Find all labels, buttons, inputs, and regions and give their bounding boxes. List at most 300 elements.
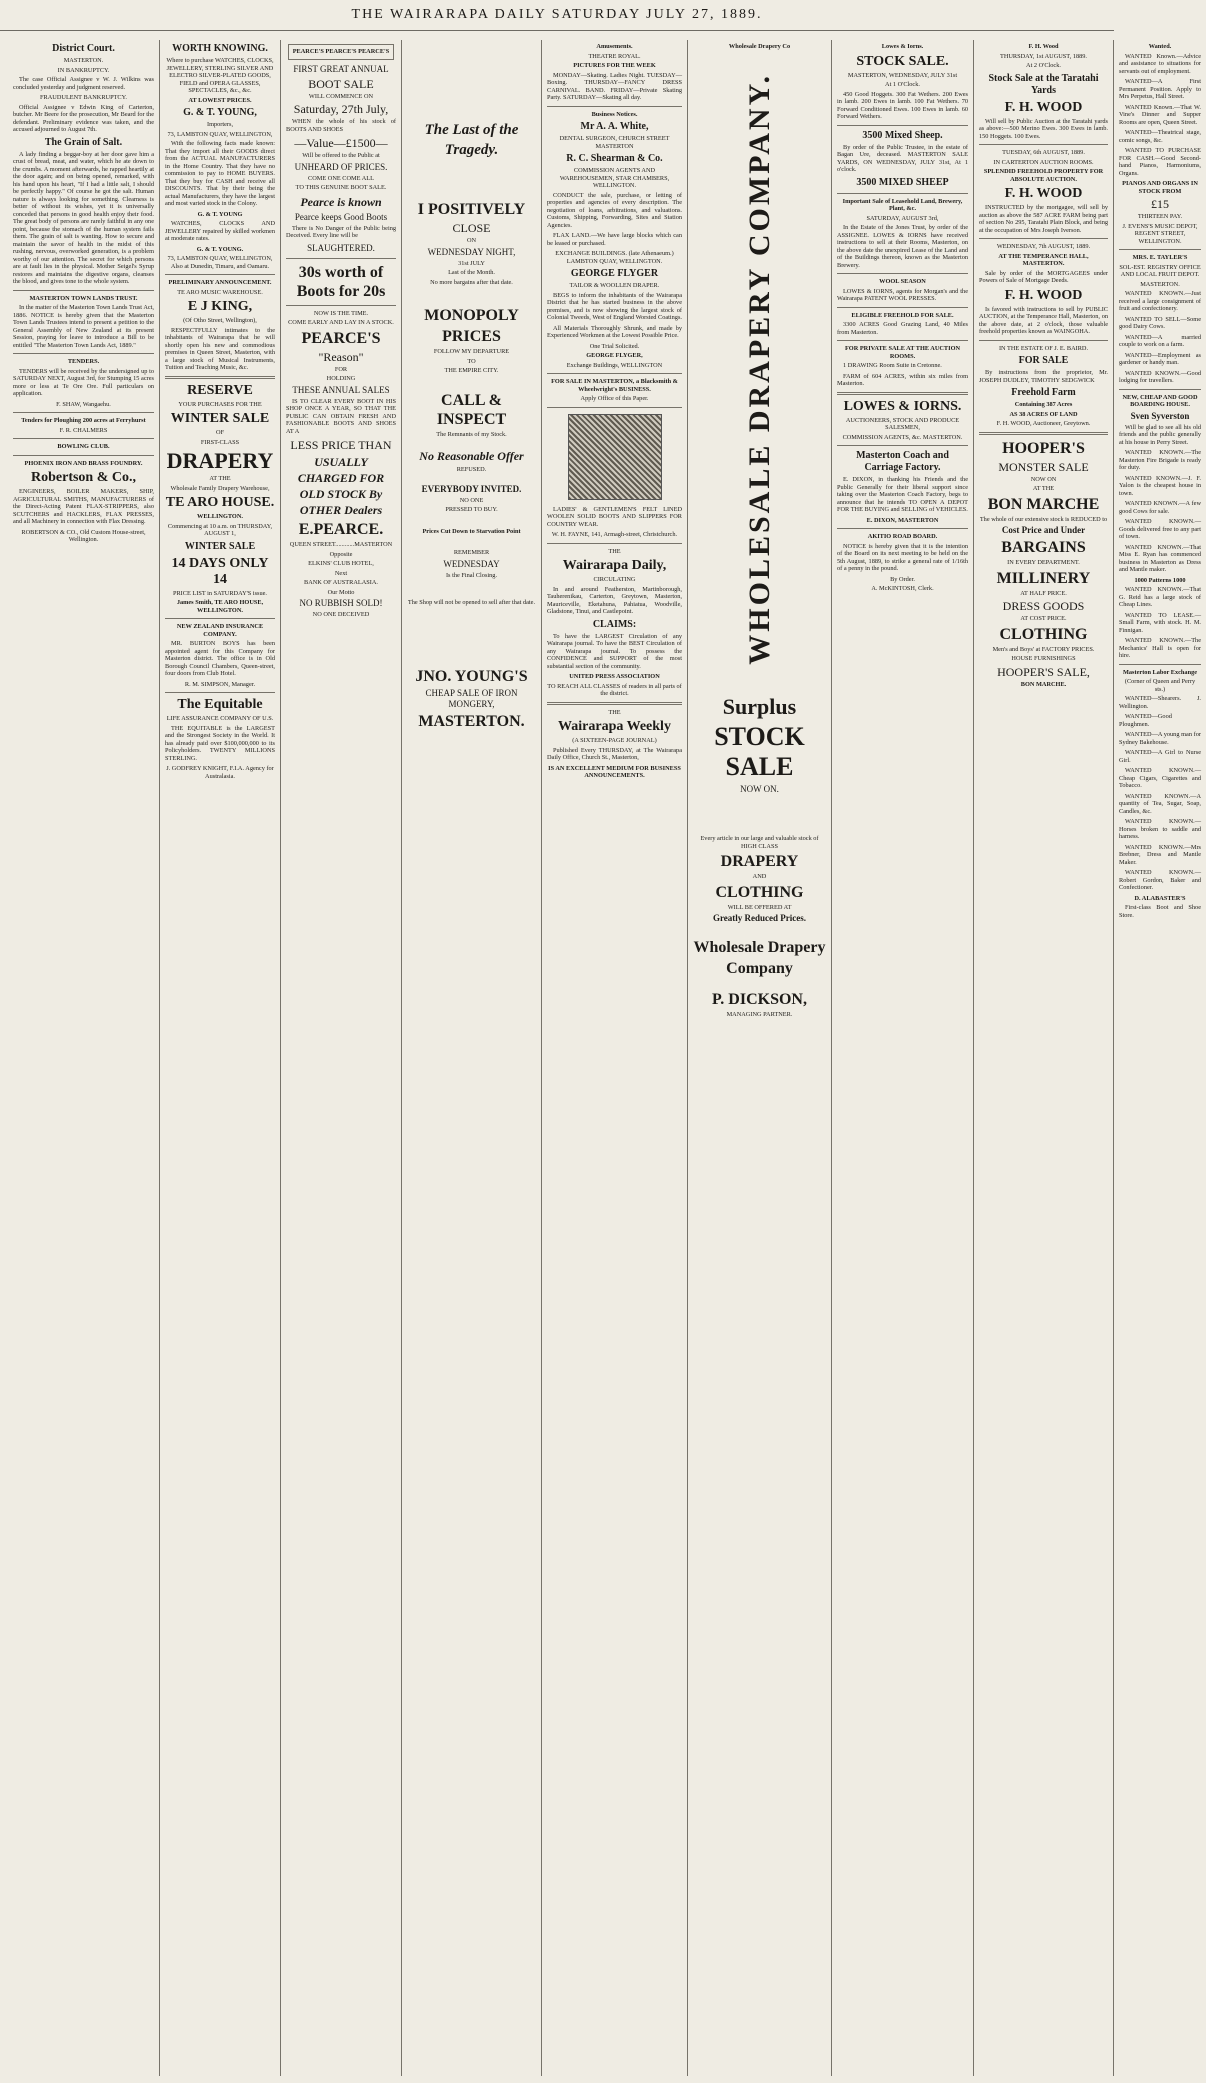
- labor-5: WANTED KNOWN.—Cheap Cigars, Cigarettes and Tobacco.: [1119, 767, 1201, 789]
- slaughtered: SLAUGHTERED.: [307, 242, 375, 253]
- clothing: CLOTHING: [999, 625, 1088, 643]
- column-6: [688, 40, 832, 2076]
- no-one-deceived: NO ONE DECEIVED: [312, 611, 370, 618]
- divider: [837, 528, 968, 529]
- tenders-2: Tenders for Ploughing 200 acres at Ferryhurst: [21, 417, 146, 424]
- wanted-7: WANTED TO SELL—Some good Dairy Cows.: [1119, 315, 1201, 330]
- prelim-heading: PRELIMINARY ANNOUNCEMENT.: [168, 279, 272, 286]
- empire-city: THE EMPIRE CITY.: [444, 367, 499, 374]
- equitable-sub: LIFE ASSURANCE COMPANY OF U.S.: [166, 715, 274, 722]
- hooper: HOOPER'S: [1002, 439, 1085, 457]
- now-on: NOW ON: [1030, 475, 1057, 483]
- carterton-rooms: IN CARTERTON AUCTION ROOMS.: [993, 158, 1094, 166]
- follow: FOLLOW MY DEPARTURE: [433, 348, 510, 355]
- wanted-10: WANTED KNOWN.—Good lodging for travellers.: [1119, 369, 1201, 384]
- farm: FARM of 604 ACRES, within six miles from Masterton.: [837, 372, 968, 387]
- wellington: WELLINGTON.: [197, 513, 243, 520]
- equitable-sign: J. GODFREY KNIGHT, F.I.A. Agency for Australasia.: [166, 765, 274, 780]
- labor-2: WANTED—Good Ploughmen.: [1119, 713, 1172, 728]
- stock-list: 450 Good Hoggets. 300 Fat Wethers. 200 Ewes in lamb. 200 Ewes in lamb. 100 Fat Wethers. 70 Forward Conditioned Ewes. 100 Ewes in lamb. 60 Forward Wethers.: [837, 90, 968, 120]
- dress-goods: DRESS GOODS: [1002, 599, 1085, 613]
- daily: Wairarapa Daily,: [562, 558, 667, 573]
- monopoly: MONOPOLY: [424, 307, 519, 324]
- labor-7: WANTED KNOWN.—Horses broken to saddle and harness.: [1119, 818, 1201, 840]
- bon-marche: BON MARCHE: [987, 495, 1100, 513]
- insurance-heading: NEW ZEALAND INSURANCE COMPANY.: [176, 623, 264, 638]
- labor-9: WANTED KNOWN.—Robert Gordon, Baker and Confectioner.: [1119, 869, 1201, 891]
- wood-firm-2: F. H. WOOD: [1004, 186, 1083, 201]
- wanted-5: WANTED TO PURCHASE FOR CASH.—Good Second-hand Pianos, Harmoniums, Organs.: [1119, 147, 1201, 177]
- for-sale-text: By instructions from the proprietor, Mr. JOSEPH DUDLEY, TIMOTHY SEDGWICK: [979, 369, 1108, 384]
- clothing: CLOTHING: [715, 883, 804, 901]
- dining: 1 DRAWING Room Suite in Cretonne.: [843, 362, 942, 369]
- by-order: By Order.: [890, 575, 915, 583]
- dixon: E. DIXON, MASTERTON: [866, 516, 939, 524]
- sale-date: Saturday, 27th July,: [293, 102, 389, 116]
- wood-date-3: WEDNESDAY, 7th AUGUST, 1889.: [996, 243, 1091, 250]
- shop-closed: The Shop will not be opened to sell after that date.: [407, 599, 536, 606]
- dickson: P. DICKSON,: [712, 991, 807, 1009]
- lowes-firm: LOWES & IORNS.: [843, 398, 962, 414]
- article-heading: The Grain of Salt.: [44, 136, 123, 148]
- lowes-heading: Lowes & Iorns.: [881, 43, 924, 50]
- every-article: Every article in our large and valuable stock of HIGH CLASS: [700, 835, 819, 850]
- solicited: One Trial Solicited.: [589, 342, 640, 350]
- sven-text: Will be glad to see all his old friends and the public generally at his house in Perry Street.: [1119, 423, 1201, 446]
- divider: [837, 445, 968, 446]
- divider: [837, 392, 968, 395]
- divider: [1119, 249, 1201, 250]
- boot-sale: BOOT SALE: [308, 76, 374, 91]
- wdc-vertical: WHOLESALE DRAPERY COMPANY.: [742, 72, 776, 665]
- divider: [837, 193, 968, 194]
- young-watches: WATCHES, CLOCKS AND JEWELLERY repaired by skilled workmen at moderate rates.: [165, 220, 275, 242]
- less-price: LESS PRICE THAN: [290, 438, 392, 452]
- shearman-sub: COMMISSION AGENTS AND WAREHOUSEMEN, STAR CHAMBERS, WELLINGTON.: [559, 167, 670, 189]
- column-9: [1114, 40, 1206, 2076]
- alabaster: D. ALABASTER'S: [1134, 894, 1186, 902]
- drapery: DRAPERY: [720, 853, 799, 871]
- thirty-shillings: 30s worth of Boots for 20s: [296, 263, 386, 300]
- acres: 3300 ACRES Good Grazing Land, 40 Miles from Masterton.: [837, 321, 968, 336]
- final-closing: Is the Final Closing.: [445, 571, 498, 579]
- divider: [13, 353, 154, 354]
- labor-6: WANTED KNOWN.—A quantity of Tea, Sugar, Soap, Candles, &c.: [1119, 792, 1201, 815]
- come-all: COME ONE COME ALL: [308, 174, 374, 182]
- pearces: PEARCE'S: [301, 329, 381, 347]
- reason: "Reason": [318, 349, 364, 364]
- divider: [547, 407, 682, 408]
- at-cost: AT COST PRICE.: [1020, 615, 1067, 622]
- court-heading: District Court.: [52, 43, 115, 54]
- flax-land: FLAX LAND.—We have large blocks which can be leased or purchased.: [547, 232, 682, 247]
- no-rubbish: NO RUBBISH SOLD!: [299, 598, 383, 608]
- at-the: AT THE: [1032, 485, 1055, 492]
- column-7: [832, 40, 974, 2076]
- wanted-3: WANTED Known.—That W. Vine's Dinner and Supper Rooms are open, Queen Street.: [1119, 103, 1201, 126]
- opposite: Opposite: [329, 550, 353, 558]
- trust-text: In the matter of the Masterton Town Lands Trust Act, 1886. NOTICE is hereby given that the Masterton Town Lands Trustees intend to present a petition to the General Assembly of New Zealand at its present Session, praying for leave to introduce a Bill to be entitled "The Masterton Town Lands Act, 1889.": [13, 304, 154, 349]
- court-text-2: Official Assignee v Edwin King of Carterton, butcher. Mr Beere for the prosecution, Mr Beard for the defendant. Preliminary evidence was taken, and the accused adjourned to August 7th.: [13, 103, 154, 133]
- company: Company: [726, 960, 793, 978]
- divider: [1119, 664, 1201, 665]
- last-tragedy: The Last of the Tragedy.: [424, 122, 519, 158]
- court-text: The case Official Assignee v W. J. Wilkins was concluded yesterday and judgment reserved.: [13, 76, 154, 91]
- positively: I POSITIVELY: [417, 201, 526, 218]
- remnants: The Remnants of my Stock.: [436, 430, 507, 438]
- price: £15: [1151, 197, 1169, 211]
- young-body: With the following facts made known: That they import all their GOODS direct from the ACTUAL MANUFACTURERS in the Home Country. That they have no commission to pay to HOME BUYERS. That they buy for CASH and receive all DISCOUNTS. That by their being the actual Manufacturers, they have the largest and most varied stock in the Colony.: [165, 140, 275, 207]
- pearce-box: PEARCE'S PEARCE'S PEARCE'S: [288, 44, 394, 60]
- pressed: PRESSED TO BUY.: [445, 506, 498, 513]
- divider: [165, 692, 275, 693]
- divider: [13, 412, 154, 413]
- theatre: THEATRE ROYAL.: [588, 52, 641, 60]
- drapery: DRAPERY: [166, 448, 274, 473]
- medium: IS AN EXCELLENT MEDIUM FOR BUSINESS ANNOUNCEMENTS.: [548, 764, 681, 779]
- no-danger: There is No Danger of the Public being Deceived. Every line will be: [286, 224, 396, 239]
- wanted-8: WANTED—A married couple to work on a farm.: [1119, 333, 1201, 348]
- column-8: [974, 40, 1114, 2076]
- come-early: COME EARLY AND LAY IN A STOCK.: [288, 319, 394, 326]
- bowling-heading: BOWLING CLUB.: [57, 443, 110, 450]
- commencing: Commencing at 10 a.m. on THURSDAY, AUGUST 1,: [167, 522, 273, 537]
- alabaster-text: First-class Boot and Shoe Store.: [1119, 904, 1201, 919]
- the: THE: [608, 547, 621, 555]
- private-sale: FOR PRIVATE SALE AT THE AUCTION ROOMS.: [844, 345, 961, 360]
- te-aro-house: TE ARO HOUSE.: [165, 495, 275, 510]
- divider: [547, 373, 682, 374]
- when-text: WHEN the whole of his stock of BOOTS AND SHOES: [286, 118, 396, 133]
- wool-text: LOWES & IORNS, agents for Morgan's and the Wairarapa PATENT WOOL PRESSES.: [837, 287, 968, 302]
- genuine: TO THIS GENUINE BOOT SALE.: [295, 184, 387, 191]
- king-text: RESPECTFULLY intimates to the inhabitants of Wairarapa that he will shortly open his new and commodious premises in Queen Street, Masterton, with a large stock of Musical Instruments, Tuition and Teaching Music, &c.: [165, 326, 275, 371]
- masterton: MASTERTON.: [418, 712, 525, 730]
- lease-text: In the Estate of the Jones Trust, by order of the ASSIGNEE. LOWES & IORNS have received instructions to sell at their Rooms, Masterton, on the above date the unexpired Lease of the Land and of the Buildings thereon, known as the Masterton Brewery.: [837, 224, 968, 269]
- flyger-text: BEGS to inform the inhabitants of the Wairarapa District that he has started business in the above premises, and is now showing the largest stock of Colonial Tweeds, West of England Worsted Coatings.: [547, 291, 682, 321]
- purchases: YOUR PURCHASES FOR THE: [178, 400, 262, 408]
- wanted-14: WANTED KNOWN.—Goods delivered free to any part of town.: [1119, 518, 1201, 540]
- will-be: WILL BE OFFERED AT: [727, 903, 792, 911]
- court-sub: IN BANKRUPTCY.: [57, 66, 110, 74]
- stock-time: At 1 O'Clock.: [885, 81, 920, 88]
- exchange-buildings: EXCHANGE BUILDINGS. (late Athenaeum.) LAMBTON QUAY, WELLINGTON.: [555, 250, 674, 265]
- refused: REFUSED.: [456, 466, 487, 473]
- wanted-15: WANTED KNOWN.—That Miss E. Ryan has commenced business in Masterton as Dress and Mantle maker.: [1119, 543, 1201, 573]
- wednesday: WEDNESDAY: [443, 558, 500, 569]
- pearce-name: E.PEARCE.: [298, 521, 384, 538]
- lease-heading: Important Sale of Leasehold Land, Brewery, Plant, &c.: [842, 197, 963, 212]
- commence: WILL COMMENCE ON: [308, 92, 374, 100]
- tayler-sub: SOL-EST. REGISTRY OFFICE AND LOCAL FRUIT DEPOT.: [1119, 263, 1201, 278]
- lowes-firm-sub-2: COMMISSION AGENTS, &c. MASTERTON.: [842, 433, 963, 441]
- coach-text: E. DIXON, in thanking his Friends and the Public Generally for their liberal support since taking over the Masterton Coach Factory, begs to announce that he intends TO OPEN A DEPOT FOR THE BUYING and SELLING of VEHICLES.: [837, 476, 968, 513]
- to: TO: [467, 357, 476, 365]
- wanted-12: WANTED KNOWN.—J. F. Yalon is the cheapest house in town.: [1119, 474, 1201, 497]
- blacksmith-sale: FOR SALE IN MASTERTON, a Blacksmith & Wheelwright's BUSINESS.: [551, 378, 678, 393]
- labor-exchange-sub: (Corner of Queen and Perry sts.): [1124, 678, 1196, 693]
- for-sale: FOR SALE: [1018, 355, 1069, 366]
- divider: [286, 305, 396, 306]
- worth-heading: WORTH KNOWING.: [172, 43, 268, 54]
- wood-firm-3: F. H. WOOD: [1004, 287, 1083, 303]
- shearman: R. C. Shearman & Co.: [566, 153, 663, 164]
- insurance-sign: R. M. SIMPSON, Manager.: [184, 680, 256, 688]
- column-3: [281, 40, 402, 2076]
- wood-heading: F. H. Wood: [1028, 43, 1059, 50]
- on: ON: [466, 237, 477, 244]
- road-heading: AKITIO ROAD BOARD.: [867, 533, 938, 540]
- divider: [165, 376, 275, 379]
- wanted-16: WANTED KNOWN.—That G. Reid has a large stock of Cheap Lines.: [1119, 586, 1201, 608]
- pictures: PICTURES FOR THE WEEK: [573, 62, 656, 69]
- labor-1: WANTED—Shearers. J. Wellington.: [1119, 695, 1201, 710]
- now-time: NOW IS THE TIME.: [313, 309, 369, 317]
- patterns: 1000 Patterns 1000: [1134, 576, 1186, 584]
- merino: 3500 Mixed Sheep.: [862, 129, 943, 141]
- foundry-heading: PHOENIX IRON AND BRASS FOUNDRY.: [24, 459, 143, 467]
- wdc-header: Wholesale Drapery Co: [728, 43, 791, 50]
- annual: FIRST GREAT ANNUAL: [293, 63, 389, 74]
- columns: [8, 40, 1201, 2076]
- insurance-text: MR. BURTON BOYS has been appointed agent for this Company for Masterton district. The office is in Old Borough Council Chambers, Queen-street, four doors from Club Hotel.: [165, 640, 275, 677]
- divider: [547, 543, 682, 544]
- music-warehouse: TE ARO MUSIC WAREHOUSE.: [177, 288, 263, 296]
- warehouse: Wholesale Family Drapery Warehouse,: [170, 484, 270, 492]
- fourteen-days: 14 DAYS ONLY 14: [171, 555, 269, 587]
- last-month: Last of the Month.: [448, 269, 495, 276]
- wanted-heading: Wanted.: [1148, 43, 1172, 50]
- value: —Value—£1500—: [294, 136, 388, 150]
- labor-3: WANTED—A young man for Sydney Bakehouse.: [1119, 731, 1201, 746]
- remember: REMEMBER: [453, 549, 490, 556]
- stock-sale: STOCK SALE.: [856, 53, 949, 69]
- bank: BANK OF AUSTRALASIA.: [304, 579, 378, 586]
- pianos: PIANOS AND ORGANS IN STOCK FROM: [1122, 180, 1198, 195]
- wanted-13: WANTED KNOWN.—A few good Cows for sale.: [1119, 500, 1201, 515]
- young-firm-sub: Importers,: [206, 121, 234, 128]
- wood-sub: Stock Sale at the Taratahi Yards: [988, 72, 1099, 96]
- every-department: IN EVERY DEPARTMENT.: [1007, 559, 1080, 566]
- mixed-sheep: 3500 MIXED SHEEP: [856, 176, 949, 188]
- no-reasonable: No Reasonable Offer: [419, 449, 524, 463]
- everybody-invited: EVERYBODY INVITED.: [421, 483, 522, 494]
- united-press: UNITED PRESS ASSOCIATION: [569, 673, 660, 680]
- prices: PRICES: [442, 328, 501, 345]
- weekly-sub: (A SIXTEEN-PAGE JOURNAL): [572, 737, 657, 744]
- mens-boys: Men's and Boys' at FACTORY PRICES.: [992, 645, 1095, 653]
- masthead-title: THE WAIRARAPA DAILY SATURDAY JULY 27, 1889.: [0, 0, 1114, 31]
- wanted-18: WANTED KNOWN.—The Mechanics' Hall is open for hire.: [1119, 637, 1201, 659]
- labor-8: WANTED KNOWN.—Mrs Brebner, Dress and Mantle Maker.: [1119, 843, 1201, 866]
- wood-sign: F. H. WOOD, Auctioneer, Greytown.: [996, 420, 1091, 427]
- pearce-keeps: Pearce keeps Good Boots: [294, 211, 388, 222]
- divider: [547, 106, 682, 107]
- labor-exchange: Masterton Labor Exchange: [1122, 668, 1198, 676]
- for: FOR: [334, 365, 348, 373]
- thirty-eight-acres: AS 38 ACRES OF LAND: [1009, 410, 1078, 418]
- trust-heading: MASTERTON TOWN LANDS TRUST.: [29, 294, 138, 302]
- column-2: [160, 40, 281, 2076]
- elkins: ELKINS' CLUB HOTEL,: [308, 560, 374, 567]
- divider: [837, 273, 968, 274]
- divider: [979, 340, 1108, 341]
- containing: Containing 387 Acres: [1014, 401, 1073, 408]
- cheap-iron: CHEAP SALE OF IRON MONGERY,: [425, 687, 518, 709]
- half-price: AT HALF PRICE.: [1020, 589, 1067, 597]
- stock-sale: STOCK SALE: [714, 722, 805, 782]
- apply-office: Apply Office of this Paper.: [580, 395, 649, 402]
- music-depot: J. EVENS'S MUSIC DEPOT, REGENT STREET, WELLINGTON.: [1122, 222, 1198, 245]
- wood-firm: F. H. WOOD: [1004, 99, 1083, 115]
- tenders-text: TENDERS will be received by the undersigned up to SATURDAY NEXT, August 3rd, for Stumping 15 acres more or less at Te Ore Ore. Full particulars on application.: [13, 367, 154, 397]
- smith-address: James Smith, TE ARO HOUSE, WELLINGTON.: [176, 599, 264, 614]
- holding: HOLDING: [326, 375, 356, 382]
- and: AND: [752, 873, 767, 881]
- fayne: W. H. FAYNE, 141, Armagh-street, Christchurch.: [551, 531, 678, 538]
- price-sub: THIRTEEN PAY.: [1137, 213, 1183, 220]
- wanted-1: WANTED Known.—Advice and assistance to situations for servants out of employment.: [1119, 52, 1201, 75]
- clerk: A. McKINTOSH, Clerk.: [871, 585, 934, 592]
- now-on: NOW ON.: [740, 784, 779, 795]
- price-list: PRICE LIST in SATURDAY'S issue.: [172, 589, 268, 597]
- wood-time: At 2 O'Clock.: [1026, 62, 1061, 69]
- divider: [979, 238, 1108, 239]
- weekly-the: THE: [608, 708, 621, 716]
- annual-sales: THESE ANNUAL SALES: [292, 384, 390, 395]
- wanted-9: WANTED—Employment as gardener or handy man.: [1119, 351, 1201, 366]
- circulating: CIRCULATING: [593, 576, 636, 583]
- tenders-heading: TENDERS.: [67, 358, 100, 365]
- young-sign-2-address: 73, LAMBTON QUAY, WELLINGTON, Also at Dunedin, Timaru, and Oamaru.: [167, 255, 273, 270]
- merino-text: By order of the Public Trustee, in the estate of Bagan Ure, deceased. MASTERTON SALE YARDS, ON WEDNESDAY, JULY 31st, At 1 o'clock.: [837, 143, 968, 173]
- divider: [286, 258, 396, 259]
- wood-firm-text: Will sell by Public Auction at the Taratahi yards as above:—500 Merino Ewes. 300 Ewes in lamb. 150 Hoggets. 100 Ewes.: [979, 117, 1108, 140]
- ladies-boots: LADIES' & GENTLEMEN'S FELT LINED WOOLEN SOLID BOOTS AND SLIPPERS FOR COUNTRY WEAR.: [547, 505, 682, 528]
- divider: [165, 274, 275, 275]
- column-4: [402, 40, 542, 2076]
- divider: [837, 340, 968, 341]
- greatly-reduced: Greatly Reduced Prices.: [712, 913, 807, 924]
- wdc-name: Wholesale Drapery: [693, 939, 826, 957]
- dentist: Mr A. A. White,: [580, 121, 649, 132]
- pictures-text: MONDAY—Skating. Ladies Night. TUESDAY—Boxing. THURSDAY—FANCY DRESS CARNIVAL. BAND. FRIDAY—Private Skating Party. SATURDAY—Skating all day.: [547, 71, 682, 101]
- tenders-sign: F. SHAW, Wangaehu.: [56, 400, 111, 408]
- young-sale: JNO. YOUNG'S: [415, 667, 528, 685]
- weekly: Wairarapa Weekly: [558, 719, 671, 734]
- divider: [837, 125, 968, 126]
- flyger-2: GEORGE FLYGER,: [586, 352, 643, 359]
- freehold-heading: ELIGIBLE FREEHOLD FOR SALE.: [851, 311, 954, 319]
- young-sign-2: G. & T. YOUNG.: [196, 245, 244, 253]
- motto: Our Motto: [327, 588, 355, 596]
- tayler: MRS. E. TAYLER'S: [1132, 254, 1188, 261]
- divider: [13, 455, 154, 456]
- freehold-farm: Freehold Farm: [1011, 387, 1076, 398]
- divider: [1119, 389, 1201, 390]
- entire-stock: The whole of our extensive stock is REDUCED to: [979, 515, 1108, 523]
- equitable-text: THE EQUITABLE is the LARGEST and the Strongest Society in the World. It has already paid over $100,000,000 to its Policyholders. TWENTY MILLIONS STERLING.: [165, 724, 275, 762]
- foundry-name: Robertson & Co.,: [31, 470, 136, 485]
- column-5: [542, 40, 688, 2076]
- divider: [165, 618, 275, 619]
- boot-illustration: [568, 414, 662, 500]
- weekly-text: Published Every THURSDAY, at The Wairarapa Daily Office, Church St., Masterton,: [547, 746, 682, 761]
- worth-intro: Where to purchase WATCHES, CLOCKS, JEWELLERY, STERLING SILVER AND ELECTRO SILVER-PLATED GOODS, FIELD and OPERA GLASSES, SPECTACLES, &c., &c.: [166, 57, 274, 94]
- young-sign: G. & T. YOUNG: [197, 210, 243, 218]
- divider: [979, 432, 1108, 435]
- divider: [837, 307, 968, 308]
- unheard: UNHEARD OF PRICES.: [294, 161, 388, 172]
- foundry-sign: ROBERTSON & CO., Old Custom House-street, Wellington.: [21, 528, 146, 543]
- claims-text: To have the LARGEST Circulation of any Wairarapa journal. To have the BEST Circulation of any Wairarapa journal. To possess the CONFIDENCE and SUPPORT of the most substantial section of the community.: [547, 632, 682, 670]
- article-text: A lady finding a beggar-boy at her door gave him a crust of bread, meat, and water, which he ate down to the crumbs. A moment afterwards, he rapped heartily at the door again; and on being opened, remarked, with his hand upon his heart, "If I had a little salt, I should be perfectly happy." Of course he got the salt. Human nature is always looking for something. Clearness is better of without its wishes, yet it is universally conceded that persons in good health enjoy their food. The great body of persons are rarely faithful in any one point, because the stomach of the human system fails them. The grain of salt is wanting. How to secure and maintain the savor of health in the midst of this rushing, nervous, overworked generation, is a problem worthy of our attention. The secret for which persons are at fault lies in the physical. Mother Seigel's Syrup restores and maintains the digestive organs, cleanses the blood, and gives tone to the whole system.: [13, 150, 154, 285]
- column-1: [8, 40, 160, 2076]
- reserve: RESERVE: [187, 382, 253, 398]
- amusements-heading: Amusements.: [596, 43, 633, 50]
- young-firm: G. & T. YOUNG,: [183, 107, 257, 118]
- divider: [13, 438, 154, 439]
- baird-estate: IN THE ESTATE OF J. E. BAIRD.: [998, 344, 1089, 352]
- first-class: FIRST-CLASS: [200, 438, 240, 446]
- wanted-6: WANTED KNOWN.—Just received a large consignment of fruit and confectionery.: [1119, 290, 1201, 312]
- labor-4: WANTED—A Girl to Nurse Girl.: [1119, 749, 1201, 764]
- dentist-sub: DENTAL SURGEON, CHURCH STREET MASTERTON: [559, 135, 670, 150]
- close: CLOSE: [452, 221, 491, 235]
- of: OF: [215, 429, 225, 436]
- equitable-heading: The Equitable: [177, 697, 263, 712]
- wood-firm-3-text: Is favored with instructions to sell by PUBLIC AUCTION, at the Temperance Hall, Masterton, on the above date, at 2 o'clock, those valuable freehold properties known as WAINGOHA.: [979, 305, 1108, 335]
- wanted-11: WANTED KNOWN.—The Masterton Fire Brigade is ready for duty.: [1119, 449, 1201, 471]
- surplus: Surplus: [722, 694, 797, 720]
- wanted-2: WANTED—A First Permanent Position. Apply to Mrs Perpetus, Hall Street.: [1119, 78, 1201, 100]
- at-the: AT THE: [209, 475, 231, 482]
- lowes-firm-sub: AUCTIONEERS, STOCK AND PRODUCE SALESMEN,: [845, 416, 960, 431]
- managing-partner: MANAGING PARTNER.: [726, 1011, 793, 1019]
- wood-date: THURSDAY, 1st AUGUST, 1889.: [999, 52, 1087, 60]
- shearman-text: CONDUCT the sale, purchase, or letting of properties and agencies of every description. The negotiation of loans, arbitrations, and valuations. Customs, Shipping, Forwarding, Sites and Station Agencies.: [547, 191, 682, 229]
- offered: Will be offered to the Public at: [302, 152, 380, 159]
- road-text: NOTICE is hereby given that it is the intention of the Board on its next meeting to be held on the 5th August, 1889, to strike a general rate of 1/16th of a penny in the pound.: [837, 542, 968, 572]
- reach: TO REACH ALL CLASSES of readers in all parts of the district.: [547, 682, 682, 697]
- winter-sale-2: WINTER SALE: [184, 540, 256, 552]
- flyger-sub: TAILOR & WOOLLEN DRAPER.: [569, 282, 660, 289]
- winter-sale: WINTER SALE: [170, 411, 270, 426]
- claims: CLAIMS:: [592, 618, 637, 630]
- tenders-2-sign: F. R. CHALMERS: [59, 426, 108, 434]
- bargains: BARGAINS: [1001, 539, 1086, 556]
- monster-sale: MONSTER SALE: [998, 459, 1089, 474]
- house-furnishings: HOUSE FURNISHINGS: [1011, 655, 1076, 662]
- wednesday-night: WEDNESDAY NIGHT,: [427, 246, 516, 257]
- king-address: (Of Otho Street, Wellington),: [183, 317, 257, 324]
- boarding-house: NEW, CHEAP AND GOOD BOARDING HOUSE.: [1122, 393, 1198, 408]
- next: Next: [334, 569, 348, 577]
- sven: Sven Syverston: [1130, 410, 1190, 421]
- tayler-place: MASTERTON.: [1140, 280, 1180, 288]
- prices-cut: Prices Cut Down to Starvation Point: [422, 527, 521, 535]
- july-31: 31st JULY: [458, 259, 485, 267]
- coach-heading: Masterton Coach and Carriage Factory.: [856, 450, 949, 473]
- worth-lowest: AT LOWEST PRICES.: [188, 96, 252, 104]
- no-one: NO ONE: [459, 496, 484, 504]
- pearce-known: Pearce is known: [300, 194, 382, 209]
- usually: USUALLY CHARGED FOR OLD STOCK By OTHER Dealers: [297, 455, 385, 517]
- lease-date: SATURDAY, AUGUST 3rd,: [866, 214, 939, 222]
- call-inspect: CALL & INSPECT: [436, 391, 507, 428]
- wdc-vertical-wrap: [693, 53, 826, 665]
- clear-text: IS TO CLEAR EVERY BOOT IN HIS SHOP ONCE A YEAR, SO THAT THE PUBLIC CAN OBTAIN FRESH AND FASHIONABLE BOOTS AND SHOES AT A: [286, 397, 396, 435]
